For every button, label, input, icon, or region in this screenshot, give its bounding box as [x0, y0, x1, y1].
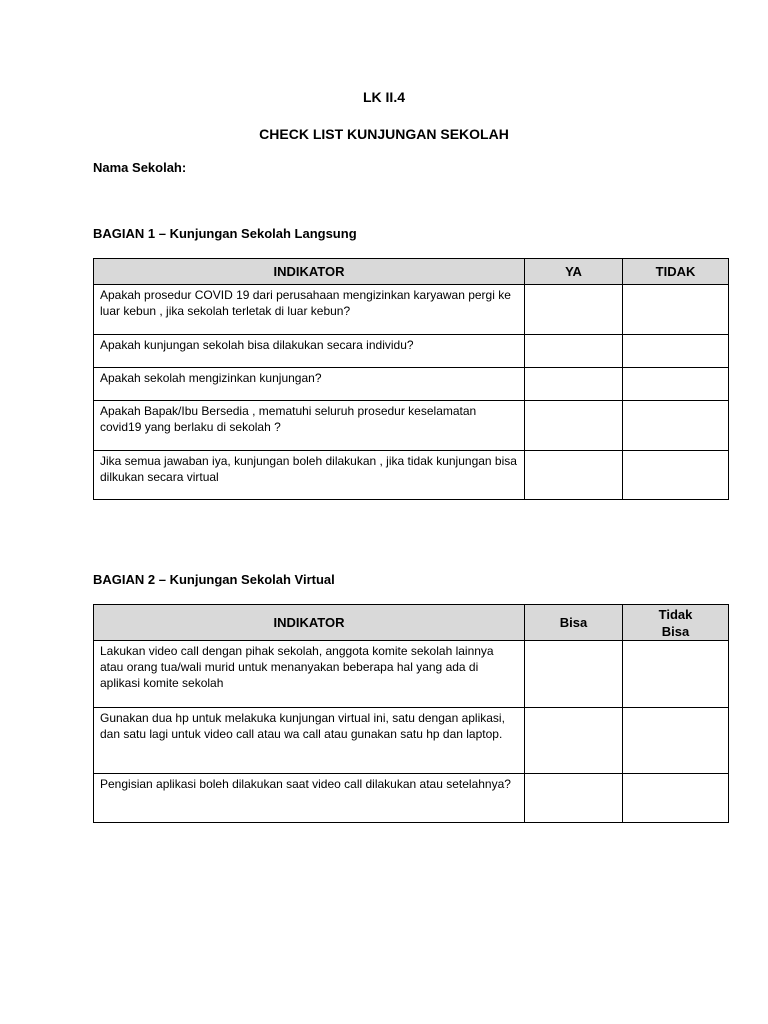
- table-header-row: [94, 259, 729, 285]
- tidak-column-header: TIDAK: [623, 259, 729, 285]
- document-code: LK II.4: [362, 89, 405, 105]
- indicator-cell: Gunakan dua hp untuk melakuka kunjungan virtual ini, satu dengan aplikasi, dan satu lagi untuk video call atau wa call atau gunakan satu hp dan laptop.: [94, 708, 525, 774]
- section1-checklist-table: [93, 258, 729, 500]
- indikator-column-header: INDIKATOR: [94, 605, 525, 641]
- tidak-bisa-header-line1: Tidak: [658, 606, 693, 622]
- tidak-answer-cell[interactable]: [623, 335, 729, 368]
- bisa-answer-cell[interactable]: [525, 774, 623, 823]
- table-row: [94, 451, 729, 500]
- tidak-answer-cell[interactable]: [623, 368, 729, 401]
- indicator-cell: Pengisian aplikasi boleh dilakukan saat video call dilakukan atau setelahnya?: [94, 774, 525, 823]
- ya-answer-cell[interactable]: [525, 368, 623, 401]
- indicator-cell: Apakah prosedur COVID 19 dari perusahaan mengizinkan karyawan pergi ke luar kebun , jika sekolah terletak di luar kebun?: [94, 285, 525, 335]
- bisa-column-header: Bisa: [525, 605, 623, 641]
- ya-answer-cell[interactable]: [525, 285, 623, 335]
- ya-column-header: YA: [525, 259, 623, 285]
- tidak-bisa-column-header: [623, 605, 729, 641]
- document-title: CHECK LIST KUNJUNGAN SEKOLAH: [259, 126, 509, 142]
- bisa-answer-cell[interactable]: [525, 708, 623, 774]
- tidak-bisa-header-line2: Bisa: [661, 623, 690, 639]
- section1-heading: BAGIAN 1 – Kunjungan Sekolah Langsung: [93, 226, 357, 241]
- section2-checklist-table: [93, 604, 729, 823]
- tidak-bisa-answer-cell[interactable]: [623, 708, 729, 774]
- school-name-label: Nama Sekolah:: [93, 160, 187, 175]
- table-row: [94, 285, 729, 335]
- tidak-answer-cell[interactable]: [623, 451, 729, 500]
- tidak-bisa-answer-cell[interactable]: [623, 641, 729, 708]
- bisa-answer-cell[interactable]: [525, 641, 623, 708]
- ya-answer-cell[interactable]: [525, 335, 623, 368]
- table-row: [94, 641, 729, 708]
- tidak-answer-cell[interactable]: [623, 401, 729, 451]
- tidak-answer-cell[interactable]: [623, 285, 729, 335]
- table-row: [94, 708, 729, 774]
- indicator-cell: Lakukan video call dengan pihak sekolah, anggota komite sekolah lainnya atau orang tua/wali murid untuk menanyakan beberapa hal yang ada di aplikasi komite sekolah: [94, 641, 525, 708]
- table-header-row: [94, 605, 729, 641]
- indicator-cell: Apakah kunjungan sekolah bisa dilakukan secara individu?: [94, 335, 525, 368]
- indicator-cell: Apakah sekolah mengizinkan kunjungan?: [94, 368, 525, 401]
- table-row: [94, 401, 729, 451]
- section2-heading: BAGIAN 2 – Kunjungan Sekolah Virtual: [93, 572, 335, 587]
- table-row: [94, 335, 729, 368]
- table-row: [94, 368, 729, 401]
- tidak-bisa-answer-cell[interactable]: [623, 774, 729, 823]
- indicator-cell: Apakah Bapak/Ibu Bersedia , mematuhi seluruh prosedur keselamatan covid19 yang berlaku di sekolah ?: [94, 401, 525, 451]
- ya-answer-cell[interactable]: [525, 401, 623, 451]
- indicator-cell: Jika semua jawaban iya, kunjungan boleh dilakukan , jika tidak kunjungan bisa dilkukan secara virtual: [94, 451, 525, 500]
- indikator-column-header: INDIKATOR: [94, 259, 525, 285]
- table-row: [94, 774, 729, 823]
- ya-answer-cell[interactable]: [525, 451, 623, 500]
